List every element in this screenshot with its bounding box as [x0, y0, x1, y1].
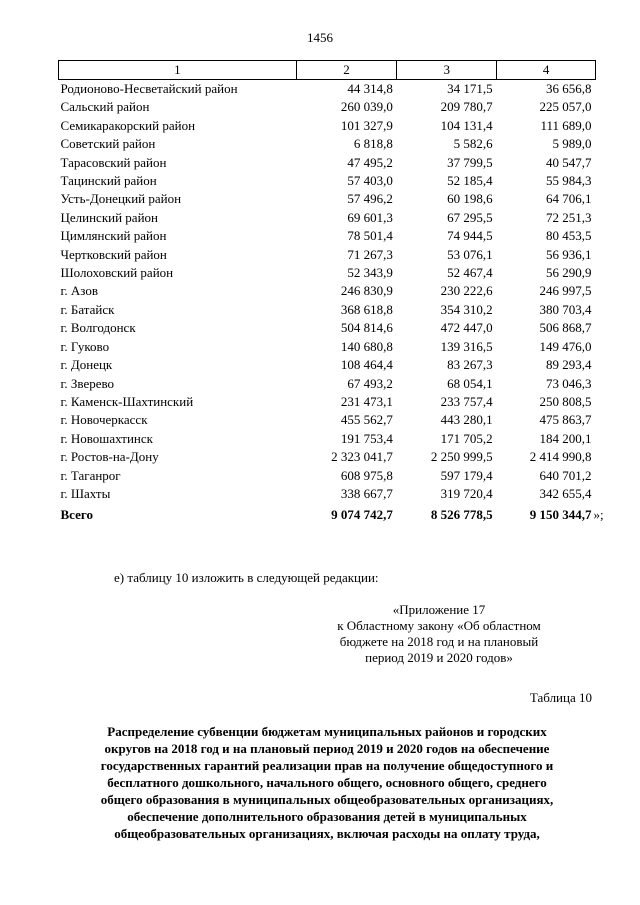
- territory-name-cell: г. Батайск: [60, 301, 115, 317]
- amount-cell: 53 076,1: [447, 246, 493, 262]
- column-header: 1: [59, 61, 297, 80]
- amount-cell: 455 562,7: [340, 412, 393, 428]
- amount-cell: 72 251,3: [546, 209, 592, 225]
- amount-cell: 101 327,9: [340, 117, 393, 133]
- amount-cell: 6 818,8: [353, 136, 393, 152]
- amount-cell: 443 280,1: [440, 412, 493, 428]
- total-value: 8 526 778,5: [430, 507, 493, 523]
- territory-name-cell: г. Донецк: [60, 357, 113, 373]
- table-row: [59, 264, 596, 282]
- table-row: [59, 338, 596, 356]
- amount-cell: 246 997,5: [539, 283, 592, 299]
- amount-cell: 2 323 041,7: [331, 449, 393, 465]
- amount-cell: 57 403,0: [347, 173, 393, 189]
- amount-cell: 89 293,4: [546, 357, 592, 373]
- table-row: [59, 375, 596, 393]
- amount-cell: 36 656,8: [546, 81, 592, 96]
- amount-cell: 67 295,5: [447, 209, 493, 225]
- table-row: [59, 485, 596, 503]
- amount-cell: 111 689,0: [540, 117, 592, 133]
- territory-name-cell: Усть-Донецкий район: [60, 191, 182, 207]
- amount-cell: 55 984,3: [546, 173, 592, 189]
- amount-cell: 52 185,4: [447, 173, 493, 189]
- amount-cell: 246 830,9: [340, 283, 393, 299]
- amount-cell: 47 495,2: [347, 154, 393, 170]
- amount-cell: 67 493,2: [347, 375, 393, 391]
- territory-name-cell: г. Каменск-Шахтинский: [60, 393, 194, 409]
- amount-cell: 78 501,4: [347, 228, 393, 244]
- territory-name-cell: Родионово-Несветайский район: [60, 81, 238, 96]
- amount-cell: 83 267,3: [447, 357, 493, 373]
- amount-cell: 184 200,1: [539, 430, 592, 446]
- table-header-row: [59, 61, 596, 80]
- table-row: [59, 246, 596, 264]
- amount-cell: 225 057,0: [539, 99, 592, 115]
- territory-name-cell: г. Ростов-на-Дону: [60, 449, 159, 465]
- appendix-line: бюджете на 2018 год и на плановый: [339, 634, 539, 649]
- territory-name-cell: Целинский район: [60, 209, 158, 225]
- total-value: [497, 503, 604, 524]
- amount-cell: 34 171,5: [447, 81, 493, 96]
- table-row: [59, 467, 596, 485]
- amount-cell: 140 680,8: [340, 338, 393, 354]
- table-row: [59, 135, 596, 153]
- table-row: [59, 117, 596, 135]
- total-value: 9 074 742,7: [331, 507, 393, 523]
- territory-name-cell: Цимлянский район: [60, 228, 167, 244]
- territory-name-cell: Сальский район: [60, 99, 150, 115]
- subsidy-table: [58, 60, 604, 525]
- table-row: [59, 319, 596, 337]
- amount-cell: 338 667,7: [340, 485, 393, 501]
- amount-cell: 139 316,5: [440, 338, 493, 354]
- amount-cell: 2 414 990,8: [529, 449, 592, 465]
- territory-name-cell: Семикаракорский район: [60, 117, 196, 133]
- total-label: Всего: [60, 507, 93, 523]
- amount-cell: 230 222,6: [440, 283, 493, 299]
- territory-name-cell: г. Таганрог: [60, 467, 121, 483]
- territory-name-cell: Тацинский район: [60, 173, 157, 189]
- heading-line: обеспечение дополнительного образования детей в муниципальных: [127, 809, 527, 824]
- heading-line: округов на 2018 год и на плановый период 2019 и 2020 годов на обеспечение: [104, 741, 550, 756]
- territory-name-cell: Тарасовский район: [60, 154, 167, 170]
- column-header: 3: [397, 61, 497, 80]
- heading-line: бесплатного дошкольного, начального общего, основного общего, среднего: [107, 775, 547, 790]
- amount-cell: 5 582,6: [453, 136, 493, 152]
- territory-name-cell: г. Новочеркасск: [60, 412, 148, 428]
- amount-cell: 319 720,4: [440, 485, 493, 501]
- closing-quote: »;: [593, 507, 604, 523]
- table-body: [59, 80, 596, 504]
- column-header: 2: [296, 61, 397, 80]
- amount-cell: 5 989,0: [552, 136, 592, 152]
- amount-cell: 354 310,2: [440, 301, 493, 317]
- appendix-reference: [308, 602, 570, 666]
- table-row: [59, 172, 596, 190]
- heading-line: Распределение субвенции бюджетам муниципальных районов и городских: [107, 724, 547, 739]
- amendment-item-e: е) таблицу 10 изложить в следующей редакции:: [114, 570, 379, 585]
- amount-cell: 506 868,7: [539, 320, 592, 336]
- page-number: 1456: [307, 30, 333, 45]
- amount-cell: 40 547,7: [546, 154, 592, 170]
- amount-cell: 640 701,2: [539, 467, 592, 483]
- total-row: [59, 503, 596, 524]
- amount-cell: 64 706,1: [546, 191, 592, 207]
- territory-name-cell: Шолоховский район: [60, 265, 174, 281]
- amount-cell: 231 473,1: [340, 393, 393, 409]
- table-row: [59, 430, 596, 448]
- amount-cell: 73 046,3: [546, 375, 592, 391]
- amount-cell: 504 814,6: [340, 320, 393, 336]
- amount-cell: 475 863,7: [539, 412, 592, 428]
- amount-cell: 74 944,5: [447, 228, 493, 244]
- territory-name-cell: Советский район: [60, 136, 156, 152]
- appendix-line: период 2019 и 2020 годов»: [365, 650, 513, 665]
- table-label: Таблица 10: [529, 690, 592, 705]
- amount-cell: 149 476,0: [539, 338, 592, 354]
- table-heading: [58, 723, 596, 842]
- amount-cell: 56 936,1: [546, 246, 592, 262]
- amount-cell: 233 757,4: [440, 393, 493, 409]
- territory-name-cell: Чертковский район: [60, 246, 167, 262]
- amount-cell: 380 703,4: [539, 301, 592, 317]
- amount-cell: 68 054,1: [447, 375, 493, 391]
- amount-cell: 80 453,5: [546, 228, 592, 244]
- table-row: [59, 411, 596, 429]
- amount-cell: 57 496,2: [347, 191, 393, 207]
- table-row: [59, 209, 596, 227]
- amount-cell: 69 601,3: [347, 209, 393, 225]
- table-row: [59, 227, 596, 245]
- amount-cell: 2 250 999,5: [430, 449, 493, 465]
- amount-cell: 250 808,5: [539, 393, 592, 409]
- territory-name-cell: г. Гуково: [60, 338, 110, 354]
- table-row: [59, 190, 596, 208]
- total-value-text: 9 150 344,7: [529, 507, 592, 523]
- table-row: [59, 282, 596, 300]
- amount-cell: 44 314,8: [347, 81, 393, 96]
- heading-line: государственных гарантий реализации прав на получение общедоступного и: [100, 758, 554, 773]
- amount-cell: 108 464,4: [340, 357, 393, 373]
- table-row: [59, 98, 596, 116]
- amount-cell: 71 267,3: [347, 246, 393, 262]
- amount-cell: 60 198,6: [447, 191, 493, 207]
- amount-cell: 37 799,5: [447, 154, 493, 170]
- amount-cell: 104 131,4: [440, 117, 493, 133]
- territory-name-cell: г. Новошахтинск: [60, 430, 153, 446]
- amount-cell: 472 447,0: [440, 320, 493, 336]
- amount-cell: 171 705,2: [440, 430, 493, 446]
- table-row: [59, 154, 596, 172]
- amount-cell: 209 780,7: [440, 99, 493, 115]
- table-row: [59, 356, 596, 374]
- table-row: [59, 393, 596, 411]
- table-row: [59, 301, 596, 319]
- heading-line: общего образования в муниципальных общеобразовательных организациях,: [100, 792, 554, 807]
- table-row: [59, 448, 596, 466]
- amount-cell: 52 343,9: [347, 265, 393, 281]
- amount-cell: 191 753,4: [340, 430, 393, 446]
- amount-cell: 597 179,4: [440, 467, 493, 483]
- territory-name-cell: г. Шахты: [60, 485, 111, 501]
- territory-name-cell: г. Зверево: [60, 375, 115, 391]
- amount-cell: 52 467,4: [447, 265, 493, 281]
- amount-cell: 368 618,8: [340, 301, 393, 317]
- heading-line: общеобразовательных организациях, включая расходы на оплату труда,: [114, 826, 540, 841]
- territory-name-cell: г. Волгодонск: [60, 320, 136, 336]
- table-row: [59, 80, 596, 99]
- amount-cell: 56 290,9: [546, 265, 592, 281]
- appendix-line: к Областному закону «Об областном: [337, 618, 541, 633]
- amount-cell: 260 039,0: [340, 99, 393, 115]
- appendix-line: «Приложение 17: [392, 602, 486, 617]
- column-header: 4: [497, 61, 596, 80]
- amount-cell: 342 655,4: [539, 485, 592, 501]
- territory-name-cell: г. Азов: [60, 283, 98, 299]
- amount-cell: 608 975,8: [340, 467, 393, 483]
